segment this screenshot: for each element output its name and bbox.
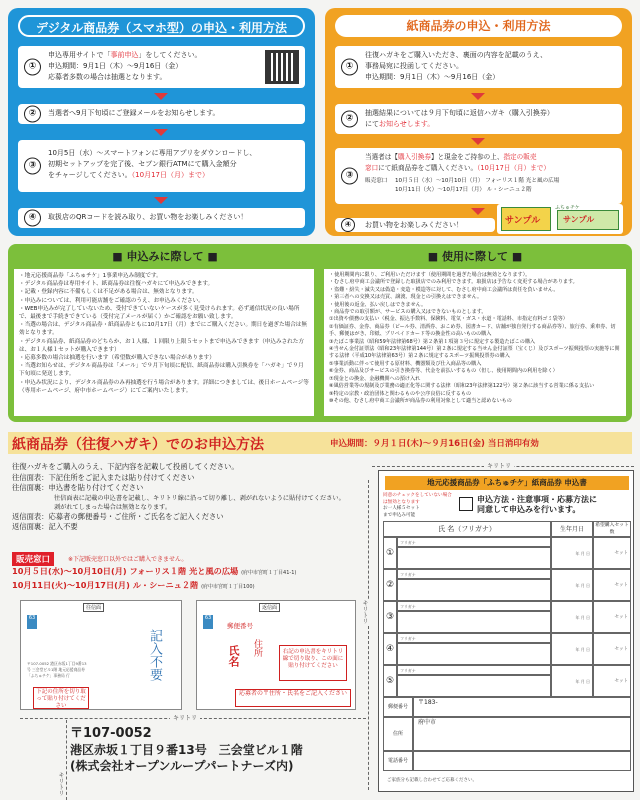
postcard-return: 63 返信面 郵便番号 住所 氏名 右記の申込書をキリトリ線で切り取り、この面に貼り付けてください 応募者の〒住所・氏名をご記入ください — [196, 600, 356, 710]
note-item: ⑧風俗営業等の規制及び業務の適正化等に関する法律（昭和23年法律第122号）第２条に該当する営業に係る支払い — [329, 383, 595, 390]
sample-label: サンプル — [505, 216, 541, 226]
birth-field[interactable]: 年 月 日 — [551, 537, 593, 569]
shop-1: 10月５日(水)～10月10日(月) フォーリス１階 光と風の広場 (府中市宮町１丁目41-1) — [12, 566, 297, 576]
digital-step-1: ① 申込専用サイトで「事前申込」をしてください。 申込期間：9月1日（木）～9月16日（金） 応募者多数の場合は抽選となります。 — [18, 46, 305, 88]
note-item: ・デジタル商品券、紙商品券のどちらか、お１人様、１回限り上限５セットまで申込みできます（申込みされた方は、お１人様１セットが購入できます） — [19, 338, 304, 353]
note-item: ②有価証券、金券、商品券（ビール券、清酒券、おこめ券、図書カード、店舗が独自発行する商品券等）、旅行券、乗車券、切手、郵便はがき、印紙、プリペイドカード等の換金性の高いものの購入 — [329, 323, 616, 338]
ticket-sample-image — [497, 204, 623, 234]
row-number: ④ — [383, 633, 397, 665]
application-form: 地元応援商品券「ふちゅチケ」紙商品券 申込書 同意のチェックをしていない場合は無効となります お一人様５セット まで申込み可能 申込方法・注意事項・応募方法に 同意して申込みを行います。 氏 名（フリガナ） 生年月日 希望購入セット数 ① フリガナ 年 月 日 セット ② フリガナ 年 月 日 セット ③ フリガナ 年 月 日 セット ④ フリガナ 年 月 日 セット ⑤ フリガナ 年 月 日 セット 郵便番号 〒183- 住所 府中市 電話番号 ご家族分も記載し合わせてご応募ください。 — [378, 470, 634, 792]
row-number: ⑤ — [383, 665, 397, 697]
note-item: ⑨特定の宗教・政治団体と関わるものや公序良俗に反するもの — [329, 390, 472, 397]
digital-step-4: ④ 取扱店のQRコードを読み取り、お買い物をお楽しみください！ — [18, 208, 305, 228]
note-item: ・地元応援商品券「ふちゅチケ」1事業申込み制度です。 — [19, 273, 162, 279]
note-item: ⑦現金との換金、金融機関への預け入れ — [329, 375, 421, 382]
note-item: ⑩その他、むさし府中商工会議所が商品券の利用対象として適当と認めないもの — [329, 397, 512, 404]
note-item: ・むさし府中商工会議所で登録した取扱店でのみ利用できます。取扱店は予告なく変更する場合があります。 — [329, 279, 578, 286]
agree-checkbox[interactable] — [459, 497, 473, 511]
birth-field[interactable]: 年 月 日 — [551, 601, 593, 633]
sets-field[interactable]: セット — [593, 569, 631, 601]
note-item: ・商品券での取引額が、サービスの購入又はできないものとします。 — [329, 309, 487, 316]
shop-note: ※下記販売窓口以外ではご購入できません。 — [68, 556, 188, 563]
lower-title: 紙商品券（往復ハガキ）でのお申込方法 — [12, 437, 264, 453]
col-sets: 希望購入セット数 — [593, 521, 631, 537]
instructions: 往復ハガキをご購入のうえ、下記内容を記載して投函してください。 往信面表：下記住所をご記入または貼り付けてください 往信面裏：申込書を貼り付けてください 往信面表に記載の申込書を記載し、キリトリ線に沿って切り離し、剥がれないように貼付けてください。 剥がれてしまった場合は無効となります。 返信面表：応募者の郵便番号・ご住所・ご氏名をご記入ください 返信面裏：記入不要 — [12, 462, 345, 531]
note-item: ・当選の場合は、デジタル商品券・紙商品券ともに10月17日（月）までにご購入ください。期日を過ぎた場合は無効となります。 — [19, 322, 307, 337]
col-name: 氏 名（フリガナ） — [383, 521, 551, 537]
sets-field[interactable]: セット — [593, 601, 631, 633]
brand-label: ふちゅチケ — [555, 205, 580, 211]
col-birth: 生年月日 — [551, 521, 593, 537]
agree-text: 申込方法・注意事項・応募方法に 同意して申込みを行います。 — [477, 495, 597, 514]
note-item: ・使用後の返金、払い戻しはできません。 — [329, 301, 427, 308]
note-item: ①出資や債務の支払い（税金、振込手数料、保険料、電気・ガス・水道・電話料、市指定有料ゴミ袋等） — [329, 316, 568, 323]
usage-title: ■ 使用に際して ■ — [427, 250, 523, 263]
info-section — [8, 244, 632, 422]
birth-field[interactable]: 年 月 日 — [551, 633, 593, 665]
address-field[interactable]: 府中市 — [413, 717, 631, 751]
note-item: ・WEB申込みが完了していないため、受付できていないケースが多く見受けられます。必ず通信状況の良い場所で、最後まで手続きできている（受付完了メールが届く）かご確認をお願い致します。 — [19, 305, 300, 321]
note-item: ・当選お知らせは、デジタル商品券は「メール」で９月下旬頃に配信、紙商品券は購入引換券を「ハガキ」で９月下旬頃に発送します。 — [19, 363, 304, 378]
name-field[interactable] — [397, 579, 551, 601]
furigana-field[interactable]: フリガナ — [397, 633, 551, 643]
usage-notes — [324, 269, 626, 416]
digital-panel-title: デジタル商品券（スマホ型）の申込・利用方法 — [18, 15, 305, 37]
paper-step-3: ③ 当選者は【購入引換券】と現金をご持参の上、指定の販売 窓口にて紙商品券をご購入ください。（10月17日（月）まで） 販売窓口 10月５日（水）～10月10日（月） フォーリス１階 光と風の広場 10月11日（火）～10月17日（月） ル・シーニュ２階 — [335, 148, 622, 204]
birth-field[interactable]: 年 月 日 — [551, 569, 593, 601]
note-item: ・記載・登録内容に不備もしくは不足がある場合は、無効となります。 — [19, 289, 198, 296]
furigana-field[interactable]: フリガナ — [397, 665, 551, 675]
postcard-outgoing: 63 往信面 記入不要 〒107-0052 港区赤坂1丁目9番13号 三会堂ビル1階 地元応援商品券「ふちゅチケ」事務局 行 下記の住所を切り取って貼り付けてください — [20, 600, 182, 710]
note-item: ⑤事業活動に伴って使用する原材料、機器類及び仕入商品等の購入 — [329, 360, 482, 367]
paper-panel — [325, 8, 632, 236]
step-number: ① — [24, 59, 41, 76]
shop-2: 10月11日(火)～10月17日(月) ル・シーニュ２階 (府中市宮町１丁目100) — [12, 580, 255, 590]
digital-panel — [8, 8, 315, 236]
sets-field[interactable]: セット — [593, 537, 631, 569]
note-item: ・デジタル商品券は専用サイト、紙商品券は往復ハガキにて申込みできます。 — [19, 281, 214, 288]
sets-field[interactable]: セット — [593, 665, 631, 697]
name-field[interactable] — [397, 675, 551, 697]
paper-panel-title: 紙商品券の申込・利用方法 — [335, 15, 622, 37]
paper-step-4: ④ お買い物をお楽しみください！ — [335, 218, 495, 232]
furigana-field[interactable]: フリガナ — [397, 569, 551, 579]
form-check-note: 同意のチェックをしていない場合は無効となります お一人様５セット まで申込み可能 — [383, 493, 452, 518]
note-item: ・申込みについては、利用可能店舗をご確認のうえ、お申込みください。 — [19, 297, 204, 304]
digital-step-2: ② 当選者へ9月下旬頃にご登録メールをお知らせします。 — [18, 104, 305, 124]
shop-label: 販売窓口 — [12, 552, 54, 566]
paper-step-1: ① 往復ハガキをご購入いただき、裏面の内容を記載のうえ、 事務局宛に投函してください。 申込期間：9月1日（木）～9月16日（金） — [335, 46, 622, 88]
note-item: ⑥金券、商品及びサービスの引き換券等、代金を前払いするもの（但し、使用期間内の利用を除く） — [329, 368, 558, 375]
note-item: ③たばこ事業法（昭和59年法律第68号）第２条第１項第３号に規定する製造たばこの購入 — [329, 338, 536, 345]
note-item: ・盗難・紛失・滅失又は偽造・変造・模造等に対して、むさし府中商工会議所は責任を負いません。 — [329, 286, 559, 293]
paper-step-2: ② 抽選結果については９月下旬頃に返信ハガキ（購入引換券） にてお知らせします。 — [335, 104, 622, 134]
qr-code-icon — [265, 50, 299, 84]
note-item: ・使用期間内に限り、ご利用いただけます（使用期間を過ぎた場合は無効となります）。 — [329, 272, 531, 278]
apply-title: ■ 申込みに際して ■ — [112, 250, 218, 263]
note-item: ・第三者への交換又は売買、譲渡、現金との引換えはできません。 — [329, 294, 483, 301]
row-number: ① — [383, 537, 397, 569]
name-field[interactable] — [397, 611, 551, 633]
name-field[interactable] — [397, 547, 551, 569]
note-item: ・応募多数の場合は抽選を行います（希望数が購入できない場合があります） — [19, 355, 215, 362]
zip-field[interactable]: 〒183- — [413, 697, 631, 717]
lower-period: 申込期間：９月１日(木)～９月16日(金) 当日消印有効 — [330, 439, 539, 449]
furigana-field[interactable]: フリガナ — [397, 601, 551, 611]
address-block: 〒107-0052 港区赤坂１丁目９番13号 三会堂ビル１階 (株式会社オープンループパートナーズ内) — [70, 726, 303, 773]
row-number: ③ — [383, 601, 397, 633]
tel-field[interactable] — [413, 751, 631, 771]
note-item: ・申込み状況により、デジタル商品券のみ再抽選を行う場合があります。詳細につきましては、後日ホームページ等（専用ホームページ、府中市ホームページ）にてご案内いたします。 — [19, 379, 309, 394]
furigana-field[interactable]: フリガナ — [397, 537, 551, 547]
form-footer: ご家族分も記載し合わせてご応募ください。 — [387, 778, 477, 783]
form-title: 地元応援商品券「ふちゅチケ」紙商品券 申込書 — [385, 476, 629, 490]
note-item: ④当せん金付証票法（昭和23年法律第144号）第２条に規定する当せん金付証票（宝くじ）及びスポーツ振興投票の実施等に関する法律（平成10年法律第63号）第２条に規定するスポーツ振興投票券の購入 — [329, 346, 620, 360]
sample-label-2: サンプル — [563, 215, 595, 224]
lower-title-bar — [8, 432, 632, 454]
sets-field[interactable]: セット — [593, 633, 631, 665]
row-number: ② — [383, 569, 397, 601]
apply-notes — [14, 269, 314, 416]
digital-step-3: ③ 10月5日（水）～スマートフォンに専用アプリをダウンロードし、 初期セットアップを完了後、セブン銀行ATMにて購入金額分 をチャージしてください。（10月17日（月）まで） — [18, 140, 305, 192]
name-field[interactable] — [397, 643, 551, 665]
birth-field[interactable]: 年 月 日 — [551, 665, 593, 697]
